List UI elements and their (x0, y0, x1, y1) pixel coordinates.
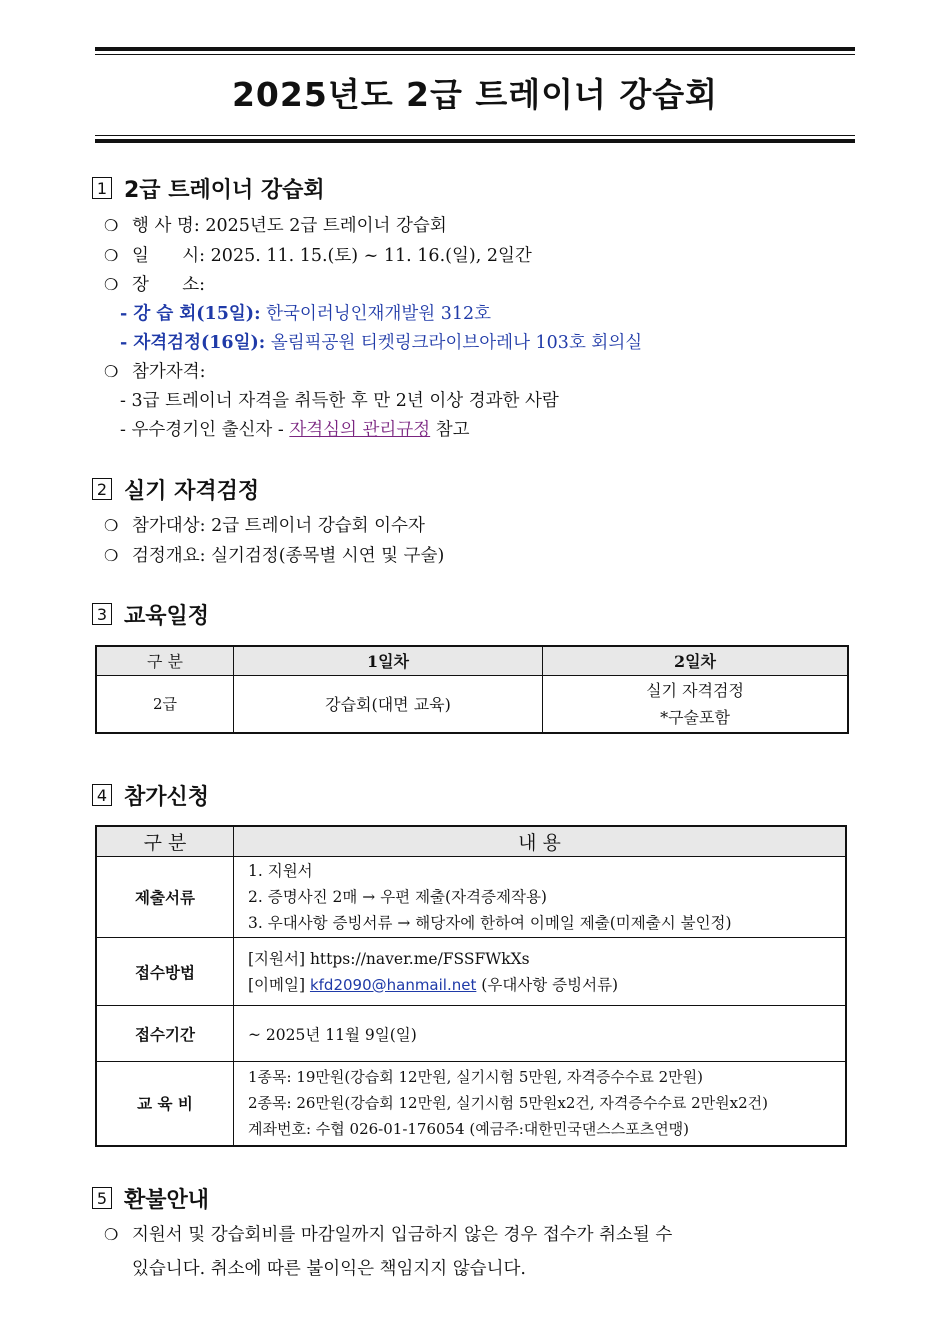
section-number: 2 (92, 478, 112, 500)
section-title: 2급 트레이너 강습회 (124, 177, 325, 203)
title-top-rule-thin (95, 54, 855, 55)
section-title: 교육일정 (124, 603, 210, 629)
section-title: 환불안내 (124, 1187, 210, 1213)
table-row (96, 1006, 846, 1062)
table-row (96, 1062, 846, 1146)
circle-bullet-icon: ❍ (104, 516, 119, 535)
docs-cell: 1. 지원서 2. 증명사진 2매 → 우편 제출(자격증제작용) 3. 우대사항 증빙서류 → 해당자에 한하여 이메일 제출(미제출시 불인정) (234, 857, 847, 938)
section-2-heading (92, 473, 259, 505)
table-header-row (96, 646, 848, 675)
circle-bullet-icon: ❍ (104, 362, 119, 381)
table-row (96, 938, 846, 1006)
event-name-line: ❍ 행 사 명: 2025년도 2급 트레이너 강습회 (104, 216, 447, 236)
table-header-row (96, 826, 846, 857)
table-row (96, 675, 848, 733)
table-header-cell: 2일차 (543, 646, 849, 675)
circle-bullet-icon: ❍ (104, 246, 119, 265)
circle-bullet-icon: ❍ (104, 275, 119, 294)
application-table (95, 825, 847, 1147)
section-number: 5 (92, 1187, 112, 1209)
refund-line-1: ❍ 지원서 및 강습회비를 마감일까지 입금하지 않은 경우 접수가 취소될 수 (104, 1225, 673, 1245)
section-title: 참가신청 (124, 784, 210, 810)
day2-cell: 실기 자격검정 *구술포함 (543, 675, 849, 733)
page-title: 2025년도 2급 트레이너 강습회 (231, 75, 719, 114)
table-header-cell: 내 용 (234, 826, 847, 857)
section-number: 4 (92, 784, 112, 806)
regulation-link[interactable]: 자격심의 관리규정 (289, 420, 431, 440)
circle-bullet-icon: ❍ (104, 216, 119, 235)
section-1-heading (92, 172, 325, 204)
section-number: 1 (92, 177, 112, 199)
table-header-cell: 구 분 (96, 646, 234, 675)
section-4-heading (92, 779, 209, 811)
eligibility-item-2: - 우수경기인 출신자 - 자격심의 관리규정 참고 (120, 420, 470, 440)
refund-line-2: 있습니다. 취소에 따른 불이익은 책임지지 않습니다. (132, 1259, 526, 1279)
exam-target-line: ❍ 참가대상: 2급 트레이너 강습회 이수자 (104, 516, 425, 536)
section-3-heading (92, 598, 209, 630)
row-label: 접수기간 (96, 1006, 234, 1062)
table-row (96, 857, 846, 938)
fee-cell: 1종목: 19만원(강습회 12만원, 실기시험 5만원, 자격증수수료 2만원) 2종목: 26만원(강습회 12만원, 실기시험 5만원x2건, 자격증수수료 2만원x2건) 계좌번호: 수협 026-01-176054 (예금주:대한민국댄스스포츠연맹) (234, 1062, 847, 1146)
row-label: 제출서류 (96, 857, 234, 938)
title-bottom-rule (95, 139, 855, 143)
row-label: 2급 (96, 675, 234, 733)
email-link[interactable]: kfd2090@hanmail.net (309, 975, 477, 994)
exam-overview-line: ❍ 검정개요: 실기검정(종목별 시연 및 구술) (104, 546, 445, 566)
event-date-line: ❍ 일 시: 2025. 11. 15.(토) ~ 11. 16.(일), 2일간 (104, 246, 532, 266)
row-label: 접수방법 (96, 938, 234, 1006)
table-header-cell: 1일차 (234, 646, 543, 675)
section-5-heading (92, 1182, 209, 1214)
venue-line: ❍ 장 소: (104, 275, 206, 295)
venue-exam-line: - 자격검정(16일): 올림픽공원 티켓링크라이브아레나 103호 회의실 (120, 333, 643, 353)
eligibility-line: ❍ 참가자격: (104, 362, 206, 382)
method-cell: [지원서] https://naver.me/FSSFWkXs [이메일] kfd2090@hanmail.net (우대사항 증빙서류) (234, 938, 847, 1006)
section-number: 3 (92, 603, 112, 625)
schedule-table (95, 645, 849, 734)
circle-bullet-icon: ❍ (104, 546, 119, 565)
title-bottom-rule-thin (95, 135, 855, 136)
circle-bullet-icon: ❍ (104, 1225, 119, 1244)
title-top-rule (95, 47, 855, 51)
section-title: 실기 자격검정 (124, 478, 260, 504)
row-label: 교 육 비 (96, 1062, 234, 1146)
period-cell: ~ 2025년 11월 9일(일) (234, 1006, 847, 1062)
table-header-cell: 구 분 (96, 826, 234, 857)
day1-cell: 강습회(대면 교육) (234, 675, 543, 733)
eligibility-item-1: - 3급 트레이너 자격을 취득한 후 만 2년 이상 경과한 사람 (120, 391, 559, 411)
venue-training-line: - 강 습 회(15일): 한국이러닝인재개발원 312호 (120, 304, 492, 324)
